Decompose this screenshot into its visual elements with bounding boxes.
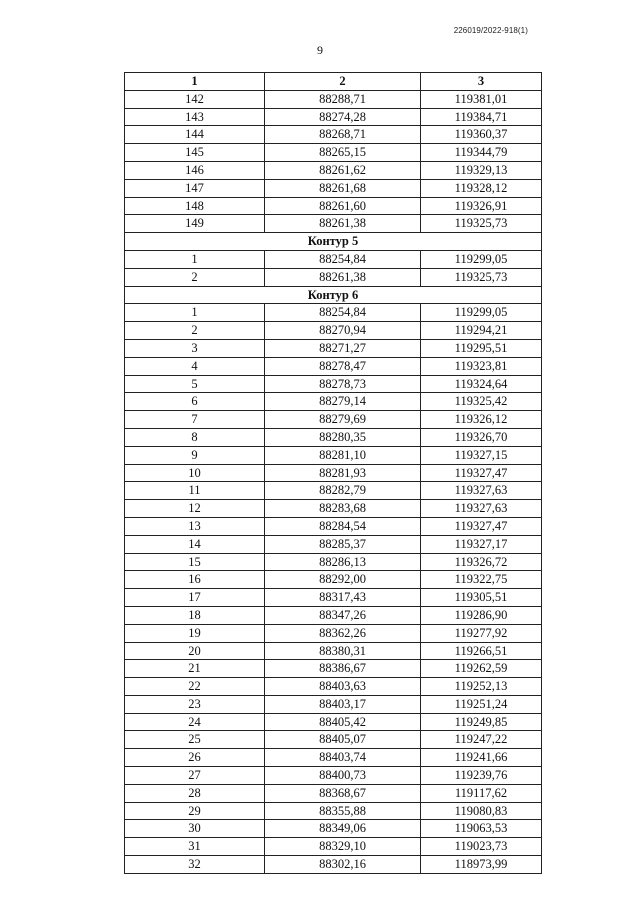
x-coordinate-cell: 88288,71 xyxy=(265,90,421,108)
point-number-cell: 6 xyxy=(125,393,265,411)
x-coordinate-cell: 88405,42 xyxy=(265,713,421,731)
y-coordinate-cell: 119325,73 xyxy=(421,268,542,286)
table-row xyxy=(125,393,542,411)
point-number-cell: 24 xyxy=(125,713,265,731)
x-coordinate-cell: 88271,27 xyxy=(265,339,421,357)
x-coordinate-cell: 88284,54 xyxy=(265,517,421,535)
point-number-cell: 23 xyxy=(125,695,265,713)
table-row xyxy=(125,250,542,268)
point-number-cell: 11 xyxy=(125,482,265,500)
x-coordinate-cell: 88368,67 xyxy=(265,784,421,802)
table-row xyxy=(125,838,542,856)
table-row xyxy=(125,820,542,838)
x-coordinate-cell: 88400,73 xyxy=(265,767,421,785)
x-coordinate-cell: 88282,79 xyxy=(265,482,421,500)
table-row xyxy=(125,126,542,144)
x-coordinate-cell: 88265,15 xyxy=(265,144,421,162)
y-coordinate-cell: 119325,73 xyxy=(421,215,542,233)
y-coordinate-cell: 119327,63 xyxy=(421,482,542,500)
x-coordinate-cell: 88261,62 xyxy=(265,161,421,179)
x-coordinate-cell: 88347,26 xyxy=(265,606,421,624)
coordinates-table xyxy=(124,72,542,874)
y-coordinate-cell: 119344,79 xyxy=(421,144,542,162)
x-coordinate-cell: 88329,10 xyxy=(265,838,421,856)
x-coordinate-cell: 88254,84 xyxy=(265,304,421,322)
y-coordinate-cell: 119252,13 xyxy=(421,678,542,696)
point-number-cell: 28 xyxy=(125,784,265,802)
table-row xyxy=(125,500,542,518)
header-cell-1: 1 xyxy=(125,73,265,91)
point-number-cell: 15 xyxy=(125,553,265,571)
y-coordinate-cell: 119360,37 xyxy=(421,126,542,144)
y-coordinate-cell: 119251,24 xyxy=(421,695,542,713)
table-row xyxy=(125,161,542,179)
point-number-cell: 8 xyxy=(125,428,265,446)
y-coordinate-cell: 119262,59 xyxy=(421,660,542,678)
x-coordinate-cell: 88268,71 xyxy=(265,126,421,144)
header-cell-2: 2 xyxy=(265,73,421,91)
table-row xyxy=(125,784,542,802)
y-coordinate-cell: 119326,72 xyxy=(421,553,542,571)
point-number-cell: 9 xyxy=(125,446,265,464)
y-coordinate-cell: 119326,12 xyxy=(421,411,542,429)
point-number-cell: 19 xyxy=(125,624,265,642)
point-number-cell: 17 xyxy=(125,589,265,607)
y-coordinate-cell: 119326,91 xyxy=(421,197,542,215)
point-number-cell: 13 xyxy=(125,517,265,535)
table-row xyxy=(125,179,542,197)
x-coordinate-cell: 88278,73 xyxy=(265,375,421,393)
y-coordinate-cell: 119325,42 xyxy=(421,393,542,411)
point-number-cell: 7 xyxy=(125,411,265,429)
x-coordinate-cell: 88279,14 xyxy=(265,393,421,411)
x-coordinate-cell: 88355,88 xyxy=(265,802,421,820)
x-coordinate-cell: 88281,10 xyxy=(265,446,421,464)
table-row xyxy=(125,767,542,785)
coordinates-table-body xyxy=(125,73,542,874)
x-coordinate-cell: 88261,68 xyxy=(265,179,421,197)
y-coordinate-cell: 119266,51 xyxy=(421,642,542,660)
x-coordinate-cell: 88278,47 xyxy=(265,357,421,375)
point-number-cell: 3 xyxy=(125,339,265,357)
point-number-cell: 143 xyxy=(125,108,265,126)
point-number-cell: 144 xyxy=(125,126,265,144)
table-row xyxy=(125,482,542,500)
point-number-cell: 10 xyxy=(125,464,265,482)
y-coordinate-cell: 119023,73 xyxy=(421,838,542,856)
point-number-cell: 148 xyxy=(125,197,265,215)
x-coordinate-cell: 88362,26 xyxy=(265,624,421,642)
table-row xyxy=(125,802,542,820)
point-number-cell: 1 xyxy=(125,304,265,322)
y-coordinate-cell: 119299,05 xyxy=(421,250,542,268)
y-coordinate-cell: 119305,51 xyxy=(421,589,542,607)
table-row xyxy=(125,660,542,678)
document-id: 226019/2022-918(1) xyxy=(453,26,528,35)
y-coordinate-cell: 118973,99 xyxy=(421,856,542,874)
table-header-row xyxy=(125,73,542,91)
table-row xyxy=(125,464,542,482)
y-coordinate-cell: 119080,83 xyxy=(421,802,542,820)
x-coordinate-cell: 88405,07 xyxy=(265,731,421,749)
table-row xyxy=(125,713,542,731)
y-coordinate-cell: 119286,90 xyxy=(421,606,542,624)
section-label: Контур 6 xyxy=(125,286,542,304)
x-coordinate-cell: 88302,16 xyxy=(265,856,421,874)
point-number-cell: 20 xyxy=(125,642,265,660)
x-coordinate-cell: 88279,69 xyxy=(265,411,421,429)
section-label: Контур 5 xyxy=(125,233,542,251)
table-row xyxy=(125,375,542,393)
point-number-cell: 2 xyxy=(125,268,265,286)
point-number-cell: 30 xyxy=(125,820,265,838)
header-cell-3: 3 xyxy=(421,73,542,91)
point-number-cell: 5 xyxy=(125,375,265,393)
table-row xyxy=(125,731,542,749)
table-row xyxy=(125,215,542,233)
y-coordinate-cell: 119381,01 xyxy=(421,90,542,108)
y-coordinate-cell: 119327,63 xyxy=(421,500,542,518)
x-coordinate-cell: 88380,31 xyxy=(265,642,421,660)
table-row xyxy=(125,339,542,357)
point-number-cell: 149 xyxy=(125,215,265,233)
x-coordinate-cell: 88274,28 xyxy=(265,108,421,126)
y-coordinate-cell: 119063,53 xyxy=(421,820,542,838)
x-coordinate-cell: 88280,35 xyxy=(265,428,421,446)
y-coordinate-cell: 119327,15 xyxy=(421,446,542,464)
y-coordinate-cell: 119295,51 xyxy=(421,339,542,357)
x-coordinate-cell: 88261,38 xyxy=(265,215,421,233)
point-number-cell: 31 xyxy=(125,838,265,856)
y-coordinate-cell: 119322,75 xyxy=(421,571,542,589)
point-number-cell: 32 xyxy=(125,856,265,874)
point-number-cell: 142 xyxy=(125,90,265,108)
point-number-cell: 1 xyxy=(125,250,265,268)
x-coordinate-cell: 88286,13 xyxy=(265,553,421,571)
x-coordinate-cell: 88261,38 xyxy=(265,268,421,286)
y-coordinate-cell: 119241,66 xyxy=(421,749,542,767)
table-row xyxy=(125,411,542,429)
x-coordinate-cell: 88386,67 xyxy=(265,660,421,678)
point-number-cell: 14 xyxy=(125,535,265,553)
section-header-row xyxy=(125,233,542,251)
x-coordinate-cell: 88261,60 xyxy=(265,197,421,215)
point-number-cell: 21 xyxy=(125,660,265,678)
table-row xyxy=(125,304,542,322)
y-coordinate-cell: 119327,47 xyxy=(421,464,542,482)
table-row xyxy=(125,535,542,553)
point-number-cell: 146 xyxy=(125,161,265,179)
x-coordinate-cell: 88403,17 xyxy=(265,695,421,713)
y-coordinate-cell: 119299,05 xyxy=(421,304,542,322)
y-coordinate-cell: 119323,81 xyxy=(421,357,542,375)
table-row xyxy=(125,446,542,464)
point-number-cell: 16 xyxy=(125,571,265,589)
y-coordinate-cell: 119324,64 xyxy=(421,375,542,393)
table-row xyxy=(125,322,542,340)
x-coordinate-cell: 88349,06 xyxy=(265,820,421,838)
table-row xyxy=(125,553,542,571)
point-number-cell: 22 xyxy=(125,678,265,696)
point-number-cell: 147 xyxy=(125,179,265,197)
table-row xyxy=(125,856,542,874)
section-header-row xyxy=(125,286,542,304)
y-coordinate-cell: 119247,22 xyxy=(421,731,542,749)
table-row xyxy=(125,606,542,624)
x-coordinate-cell: 88292,00 xyxy=(265,571,421,589)
x-coordinate-cell: 88285,37 xyxy=(265,535,421,553)
x-coordinate-cell: 88403,74 xyxy=(265,749,421,767)
table-row xyxy=(125,197,542,215)
table-row xyxy=(125,642,542,660)
table-row xyxy=(125,428,542,446)
table-row xyxy=(125,589,542,607)
x-coordinate-cell: 88403,63 xyxy=(265,678,421,696)
table-row xyxy=(125,90,542,108)
table-row xyxy=(125,624,542,642)
point-number-cell: 12 xyxy=(125,500,265,518)
table-row xyxy=(125,571,542,589)
x-coordinate-cell: 88254,84 xyxy=(265,250,421,268)
point-number-cell: 25 xyxy=(125,731,265,749)
y-coordinate-cell: 119249,85 xyxy=(421,713,542,731)
y-coordinate-cell: 119327,17 xyxy=(421,535,542,553)
y-coordinate-cell: 119328,12 xyxy=(421,179,542,197)
y-coordinate-cell: 119326,70 xyxy=(421,428,542,446)
point-number-cell: 29 xyxy=(125,802,265,820)
x-coordinate-cell: 88281,93 xyxy=(265,464,421,482)
y-coordinate-cell: 119384,71 xyxy=(421,108,542,126)
table-row xyxy=(125,517,542,535)
point-number-cell: 4 xyxy=(125,357,265,375)
point-number-cell: 145 xyxy=(125,144,265,162)
table-row xyxy=(125,144,542,162)
y-coordinate-cell: 119117,62 xyxy=(421,784,542,802)
y-coordinate-cell: 119277,92 xyxy=(421,624,542,642)
y-coordinate-cell: 119239,76 xyxy=(421,767,542,785)
x-coordinate-cell: 88283,68 xyxy=(265,500,421,518)
table-row xyxy=(125,749,542,767)
x-coordinate-cell: 88270,94 xyxy=(265,322,421,340)
point-number-cell: 26 xyxy=(125,749,265,767)
x-coordinate-cell: 88317,43 xyxy=(265,589,421,607)
table-row xyxy=(125,678,542,696)
y-coordinate-cell: 119327,47 xyxy=(421,517,542,535)
point-number-cell: 2 xyxy=(125,322,265,340)
y-coordinate-cell: 119329,13 xyxy=(421,161,542,179)
page-number: 9 xyxy=(317,43,323,57)
table-row xyxy=(125,108,542,126)
table-row xyxy=(125,268,542,286)
y-coordinate-cell: 119294,21 xyxy=(421,322,542,340)
table-row xyxy=(125,695,542,713)
point-number-cell: 27 xyxy=(125,767,265,785)
point-number-cell: 18 xyxy=(125,606,265,624)
table-row xyxy=(125,357,542,375)
